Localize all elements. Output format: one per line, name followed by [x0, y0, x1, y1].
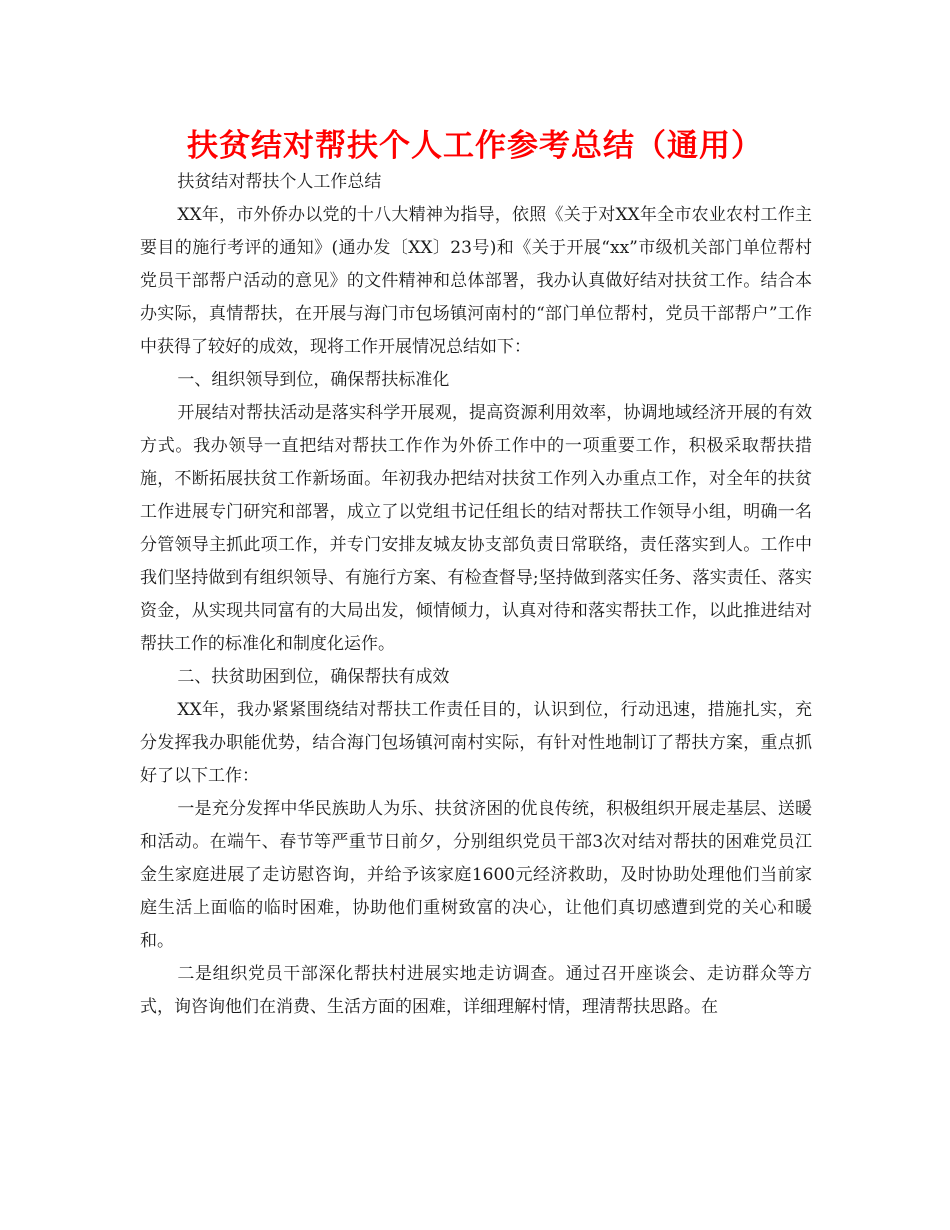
document-subtitle: 扶贫结对帮扶个人工作总结: [177, 172, 382, 192]
paragraph-section-1: 开展结对帮扶活动是落实科学开展观，提高资源利用效率，协调地域经济开展的有效方式。我办领导一直把结对帮扶工作作为外侨工作中的一项重要工作，积极采取帮扶措施，不断拓展扶贫工作新场面。年初我办把结对扶贫工作列入办重点工作，对全年的扶贫工作进展专门研究和部署，成立了以党组书记任组长的结对帮扶工作领导小组，明确一名分管领导主抓此项工作，并专门安排友城友协支部负责日常联络，责任落实到人。工作中我们坚持做到有组织领导、有施行方案、有检查督导;坚持做到落实任务、落实责任、落实资金，从实现共同富有的大局出发，倾情倾力，认真对待和落实帮扶工作，以此推进结对帮扶工作的标准化和制度化运作。: [140, 403, 812, 654]
paragraph-intro: XX年，市外侨办以党的十八大精神为指导，依照《关于对XX年全市农业农村工作主要目的施行考评的通知》(通办发〔XX〕23号)和《关于开展“xx”市级机关部门单位帮村党员干部帮户活动的意见》的文件精神和总体部署，我办认真做好结对扶贫工作。结合本办实际，真情帮扶，在开展与海门市包场镇河南村的“部门单位帮村，党员干部帮户”工作中获得了较好的成效，现将工作开展情况总结如下：: [140, 205, 812, 357]
document-title: 扶贫结对帮扶个人工作参考总结（通用）: [187, 128, 763, 164]
section-heading-2: 二、扶贫助困到位，确保帮扶有成效: [177, 667, 450, 687]
paragraph-item-2: 二是组织党员干部深化帮扶村进展实地走访调查。通过召开座谈会、走访群众等方式，询咨询他们在消费、生活方面的困难，详细理解村情，理清帮扶思路。在: [140, 964, 812, 1017]
paragraph-section-2: XX年，我办紧紧围绕结对帮扶工作责任目的，认识到位，行动迅速，措施扎实，充分发挥我办职能优势，结合海门包场镇河南村实际，有针对性地制订了帮扶方案，重点抓好了以下工作：: [140, 700, 812, 786]
document-body: [140, 166, 812, 1024]
paragraph-item-1: 一是充分发挥中华民族助人为乐、扶贫济困的优良传统，积极组织开展走基层、送暖和活动。在端午、春节等严重节日前夕，分别组织党员干部3次对结对帮扶的困难党员江金生家庭进展了走访慰咨询，并给予该家庭1600元经济救助，及时协助处理他们当前家庭生活上面临的临时困难，协助他们重树致富的决心，让他们真切感遭到党的关心和暖和。: [140, 799, 812, 951]
section-heading-1: 一、组织领导到位，确保帮扶标准化: [177, 370, 450, 390]
